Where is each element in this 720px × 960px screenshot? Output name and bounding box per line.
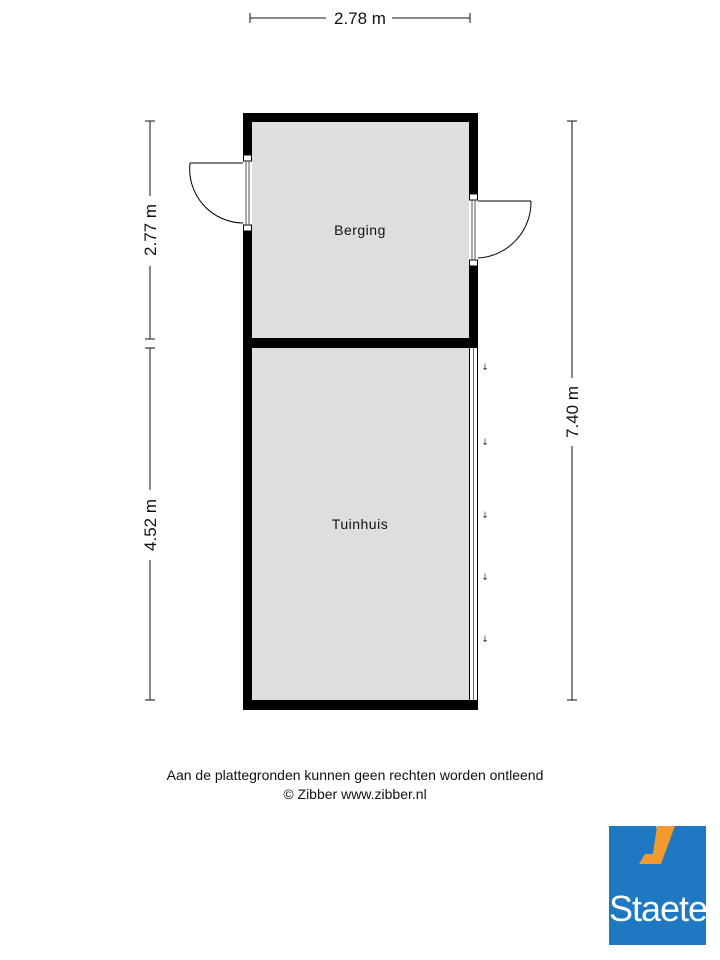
dimension-tuinhuis-label: 4.52 m [141,499,160,551]
sliding-arrow: ↓ [481,363,489,373]
sliding-arrow: ↓ [481,438,489,448]
staete-logo [609,826,706,945]
dimension-width-label: 2.78 m [334,9,386,28]
door-left-berging [190,155,252,231]
room-label-berging: Berging [334,222,386,238]
dimension-height-total [563,121,582,700]
glass-wall-tuinhuis [469,348,478,700]
dimension-total-label: 7.40 m [563,386,582,438]
logo-text: Staete [609,888,708,929]
dimension-berging-label: 2.77 m [141,204,160,256]
sliding-arrow: ↓ [481,511,489,521]
room-label-tuinhuis: Tuinhuis [331,516,389,532]
dimension-height-tuinhuis [141,348,160,700]
dimension-height-berging [141,121,160,339]
sliding-arrow: ↓ [481,635,489,645]
copyright-text: © Zibber www.zibber.nl [283,786,427,802]
sliding-arrow: ↓ [481,573,489,583]
dimension-width-top [250,9,470,28]
sliding-arrows [481,363,489,645]
disclaimer-text: Aan de plattegronden kunnen geen rechten worden ontleend [166,767,544,783]
door-right-berging [469,194,531,266]
